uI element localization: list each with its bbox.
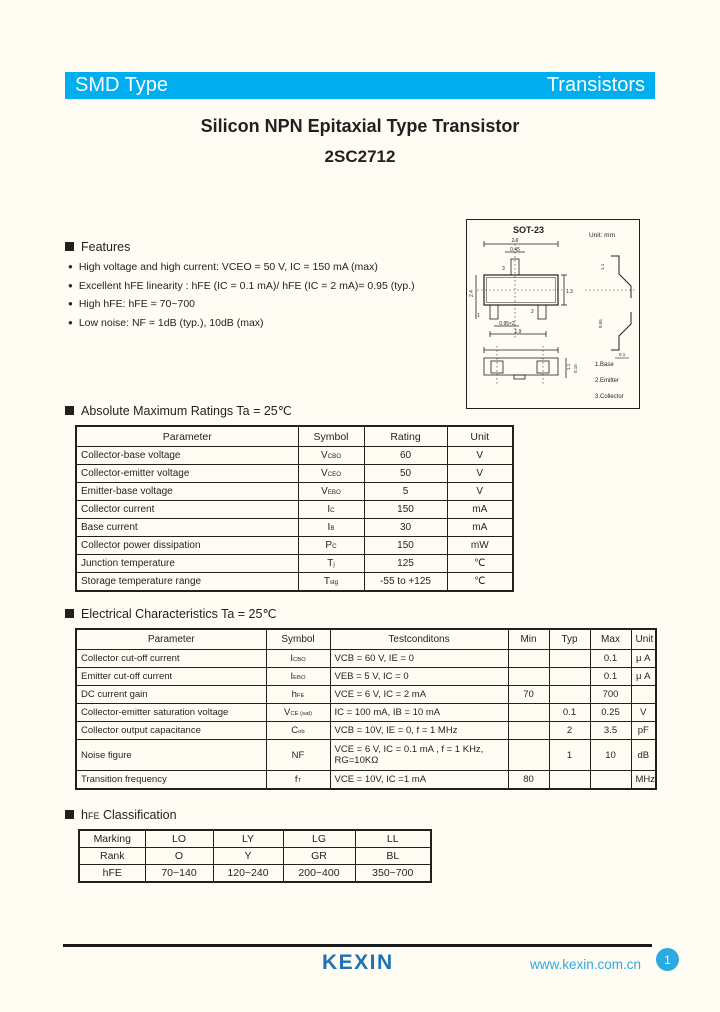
- hfe-cell: LL: [355, 830, 431, 848]
- table-row: [76, 686, 656, 704]
- ec-param: Collector cut-off current: [76, 650, 266, 668]
- table-row: [76, 771, 656, 790]
- symbol-sub: C: [332, 543, 337, 550]
- ec-header-row: [76, 629, 656, 650]
- amr-table: [75, 425, 514, 592]
- ec-min: 70: [508, 686, 549, 704]
- ec-unit: dB: [631, 740, 656, 771]
- ec-header: Unit: [631, 629, 656, 650]
- ec-symbol: [266, 704, 330, 722]
- hfe-cell: O: [145, 848, 213, 865]
- ec-max: 0.1: [590, 650, 631, 668]
- hfe-label: Rank: [79, 848, 145, 865]
- amr-header-row: [76, 426, 513, 447]
- page-title: Silicon NPN Epitaxial Type Transistor: [200, 116, 520, 136]
- header-left-label: SMD Type: [75, 74, 168, 96]
- ec-max: 3.5: [590, 722, 631, 740]
- hfe-cell: 350~700: [355, 865, 431, 883]
- amr-header: Unit: [447, 426, 513, 447]
- pin-1-label: 1: [477, 313, 480, 319]
- page-number-badge: [656, 948, 679, 971]
- symbol-main: I: [327, 522, 331, 533]
- hfe-heading-label: [81, 808, 177, 822]
- ec-max: 10: [590, 740, 631, 771]
- ec-cond: VCE = 6 V, IC = 2 mA: [330, 686, 508, 704]
- amr-unit: ℃: [447, 573, 513, 592]
- table-row: [76, 573, 513, 592]
- amr-rating: -55 to +125: [364, 573, 447, 592]
- features-heading-label: Features: [81, 240, 131, 254]
- feature-item: [68, 295, 468, 314]
- amr-param: Storage temperature range: [76, 573, 298, 592]
- ec-unit: μ A: [631, 650, 656, 668]
- feature-item: [68, 258, 468, 277]
- ec-typ: [549, 686, 590, 704]
- amr-rating: 30: [364, 519, 447, 537]
- symbol-main: f: [294, 774, 298, 785]
- pin-3-label: 3: [502, 266, 505, 272]
- hfe-cell: 70~140: [145, 865, 213, 883]
- hfe-cell: Y: [213, 848, 283, 865]
- ec-cond: VCB = 10V, IE = 0, f = 1 MHz: [330, 722, 508, 740]
- symbol-sub: EBO: [293, 675, 306, 681]
- symbol-sub: C: [330, 507, 335, 514]
- ec-param: Collector-emitter saturation voltage: [76, 704, 266, 722]
- header-right-label: Transistors: [546, 74, 645, 96]
- ec-min: [508, 722, 549, 740]
- ec-typ: 2: [549, 722, 590, 740]
- table-row: [76, 740, 656, 771]
- feature-text: Excellent hFE linearity : hFE (IC = 0.1 mA)/ hFE (IC = 2 mA)= 0.95 (typ.): [78, 279, 415, 292]
- table-row: [76, 650, 656, 668]
- symbol-sub: CBO: [327, 453, 342, 460]
- symbol-sub: B: [330, 525, 335, 532]
- symbol-main: T: [327, 558, 334, 569]
- amr-param: Collector-base voltage: [76, 447, 298, 465]
- dim-overall-width: 2.4: [469, 290, 475, 297]
- amr-rating: 150: [364, 537, 447, 555]
- ec-typ: [549, 668, 590, 686]
- table-row: [76, 465, 513, 483]
- legend-collector: 3.Collector: [595, 394, 624, 400]
- amr-rating: 150: [364, 501, 447, 519]
- symbol-main: V: [320, 468, 328, 479]
- hfe-heading: [65, 808, 177, 822]
- amr-param: Collector-emitter voltage: [76, 465, 298, 483]
- footer-divider: [63, 944, 652, 947]
- section-square-icon: [65, 242, 74, 251]
- symbol-main: I: [290, 671, 294, 682]
- ec-max: [590, 771, 631, 790]
- hfe-label: Marking: [79, 830, 145, 848]
- ec-max: 0.25: [590, 704, 631, 722]
- pin-2-label: 2: [531, 309, 534, 315]
- package-top-view: [469, 238, 573, 340]
- feature-text: High hFE: hFE = 70~700: [78, 298, 195, 310]
- symbol-sub: CBO: [292, 657, 306, 663]
- ec-table: [75, 628, 657, 790]
- unit-label: Unit: mm: [589, 232, 615, 239]
- amr-rating: 125: [364, 555, 447, 573]
- amr-rating: 60: [364, 447, 447, 465]
- amr-unit: V: [447, 483, 513, 501]
- dim-side-height: 0.55: [598, 319, 603, 328]
- amr-param: Collector current: [76, 501, 298, 519]
- symbol-main: T: [323, 576, 330, 587]
- symbol-sub: EBO: [327, 489, 341, 496]
- ec-symbol: [266, 668, 330, 686]
- ec-header: Symbol: [266, 629, 330, 650]
- ec-header: Parameter: [76, 629, 266, 650]
- feature-item: [68, 277, 468, 296]
- symbol-main: I: [290, 653, 293, 664]
- ec-min: [508, 650, 549, 668]
- ec-max: 0.1: [590, 668, 631, 686]
- amr-symbol: [298, 447, 364, 465]
- ec-param: DC current gain: [76, 686, 266, 704]
- symbol-main: V: [284, 707, 291, 718]
- hfe-cell: LG: [283, 830, 355, 848]
- symbol-main: V: [321, 486, 328, 497]
- package-side-view: [585, 256, 635, 358]
- ec-unit: [631, 686, 656, 704]
- ec-cond: IC = 100 mA, IB = 10 mA: [330, 704, 508, 722]
- amr-unit: mA: [447, 519, 513, 537]
- ec-min: 80: [508, 771, 549, 790]
- hfe-h: h: [81, 808, 88, 822]
- amr-symbol: [298, 519, 364, 537]
- ec-unit: μ A: [631, 668, 656, 686]
- amr-header: Rating: [364, 426, 447, 447]
- amr-unit: ℃: [447, 555, 513, 573]
- amr-rating: 50: [364, 465, 447, 483]
- symbol-sub: j: [333, 561, 335, 568]
- bullet-icon: ●: [68, 280, 73, 290]
- symbol-sub: CE (sat): [290, 711, 312, 717]
- ec-param: Emitter cut-off current: [76, 668, 266, 686]
- section-square-icon: [65, 406, 74, 415]
- symbol-main: V: [320, 450, 328, 461]
- symbol-sub: ob: [298, 729, 305, 735]
- symbol-main: C: [291, 725, 299, 736]
- amr-symbol: [298, 573, 364, 592]
- symbol-main: P: [325, 540, 333, 551]
- header-bar: [65, 72, 655, 99]
- amr-param: Base current: [76, 519, 298, 537]
- ec-param: Transition frequency: [76, 771, 266, 790]
- table-row: [76, 519, 513, 537]
- hfe-table: [78, 829, 432, 883]
- ec-cond: VCB = 60 V, IE = 0: [330, 650, 508, 668]
- ec-heading-label: Electrical Characteristics Ta = 25℃: [81, 607, 277, 621]
- table-row: [76, 668, 656, 686]
- table-row: [76, 722, 656, 740]
- amr-unit: mA: [447, 501, 513, 519]
- hfe-rest: Classification: [99, 808, 177, 822]
- amr-unit: mW: [447, 537, 513, 555]
- ec-typ: 0.1: [549, 704, 590, 722]
- ec-symbol: [266, 686, 330, 704]
- ec-min: [508, 740, 549, 771]
- dim-standoff: 0.1: [619, 352, 626, 357]
- amr-symbol: [298, 483, 364, 501]
- part-number: 2SC2712: [324, 147, 396, 166]
- features-heading: [65, 240, 130, 254]
- ec-typ: [549, 771, 590, 790]
- symbol-main: h: [291, 689, 297, 700]
- amr-heading-label: Absolute Maximum Ratings Ta = 25℃: [81, 404, 292, 418]
- dim-lead-thickness: 0.15: [573, 364, 578, 373]
- table-row: [76, 555, 513, 573]
- hfe-cell: GR: [283, 848, 355, 865]
- legend-emitter: 2.Emitter: [595, 378, 620, 384]
- ec-symbol: [266, 650, 330, 668]
- amr-param: Junction temperature: [76, 555, 298, 573]
- table-row: [79, 848, 431, 865]
- hfe-cell: LO: [145, 830, 213, 848]
- ec-cond: VCE = 10V, IC =1 mA: [330, 771, 508, 790]
- package-pin-legend: [595, 362, 624, 400]
- table-row: [76, 537, 513, 555]
- amr-param: Collector power dissipation: [76, 537, 298, 555]
- amr-unit: V: [447, 465, 513, 483]
- section-square-icon: [65, 810, 74, 819]
- amr-unit: V: [447, 447, 513, 465]
- hfe-cell: BL: [355, 848, 431, 865]
- table-row: [76, 704, 656, 722]
- bullet-icon: ●: [68, 262, 73, 271]
- amr-symbol: [298, 537, 364, 555]
- dim-body-width: 1.3: [566, 289, 573, 295]
- symbol-main: NF: [291, 749, 305, 761]
- ec-cond: VEB = 5 V, IC = 0: [330, 668, 508, 686]
- dim-height-2: 1.1: [566, 363, 571, 370]
- ec-header: Testconditons: [330, 629, 508, 650]
- amr-rating: 5: [364, 483, 447, 501]
- bullet-icon: ●: [68, 317, 73, 327]
- ec-min: [508, 668, 549, 686]
- symbol-main: I: [327, 504, 331, 515]
- ec-min: [508, 704, 549, 722]
- ec-typ: 1: [549, 740, 590, 771]
- amr-header: Parameter: [76, 426, 298, 447]
- hfe-cell: 200~400: [283, 865, 355, 883]
- package-bottom-view: [484, 346, 578, 386]
- ec-param: Noise figure: [76, 740, 266, 771]
- amr-header: Symbol: [298, 426, 364, 447]
- symbol-sub: FE: [296, 693, 305, 699]
- section-square-icon: [65, 609, 74, 618]
- package-figure-header: [513, 225, 615, 239]
- features-list: [68, 258, 468, 332]
- title-block: [0, 116, 720, 167]
- ec-unit: pF: [631, 722, 656, 740]
- bullet-icon: ●: [68, 299, 73, 308]
- dim-lead-pitch: 0.95×2: [499, 321, 515, 327]
- ec-unit: V: [631, 704, 656, 722]
- dim-lead-width: 0.45: [510, 247, 520, 253]
- symbol-sub: CEO: [327, 471, 342, 478]
- ec-cond: VCE = 6 V, IC = 0.1 mA , f = 1 KHz, RG=10KΩ: [330, 740, 508, 771]
- dim-height: 1.1: [600, 263, 605, 270]
- symbol-sub: T: [297, 778, 302, 784]
- feature-text: Low noise: NF = 1dB (typ.), 10dB (max): [78, 316, 264, 329]
- amr-symbol: [298, 465, 364, 483]
- ec-unit: MHz: [631, 771, 656, 790]
- amr-param: Emitter-base voltage: [76, 483, 298, 501]
- symbol-sub: stg: [329, 579, 339, 586]
- legend-base: 1.Base: [595, 362, 614, 368]
- ec-symbol: [266, 722, 330, 740]
- ec-param: Collector output capacitance: [76, 722, 266, 740]
- feature-text: High voltage and high current: VCEO = 50 V, IC = 150 mA (max): [78, 261, 378, 273]
- ec-header: Min: [508, 629, 549, 650]
- dim-pitch-total: 1.9: [514, 329, 522, 335]
- table-row: [76, 483, 513, 501]
- website-link[interactable]: www.kexin.com.cn: [530, 957, 642, 972]
- ec-typ: [549, 650, 590, 668]
- ec-symbol: [266, 740, 330, 771]
- ec-max: 700: [590, 686, 631, 704]
- package-name: SOT-23: [513, 225, 545, 235]
- feature-item: [68, 314, 468, 333]
- hfe-cell: LY: [213, 830, 283, 848]
- package-outline-figure: [466, 219, 640, 409]
- kexin-logo: KEXIN: [322, 951, 394, 974]
- page-number: 1: [664, 952, 671, 967]
- table-row: [76, 501, 513, 519]
- hfe-fe: FE: [87, 811, 100, 821]
- ec-symbol: [266, 771, 330, 790]
- hfe-cell: 120~240: [213, 865, 283, 883]
- amr-heading: [65, 403, 292, 418]
- amr-symbol: [298, 501, 364, 519]
- hfe-label: hFE: [79, 865, 145, 883]
- dim-body-length: 2.9: [511, 238, 519, 244]
- table-row: [79, 830, 431, 848]
- amr-symbol: [298, 555, 364, 573]
- table-row: [79, 865, 431, 883]
- ec-header: Max: [590, 629, 631, 650]
- table-row: [76, 447, 513, 465]
- ec-heading: [65, 606, 276, 621]
- ec-header: Typ: [549, 629, 590, 650]
